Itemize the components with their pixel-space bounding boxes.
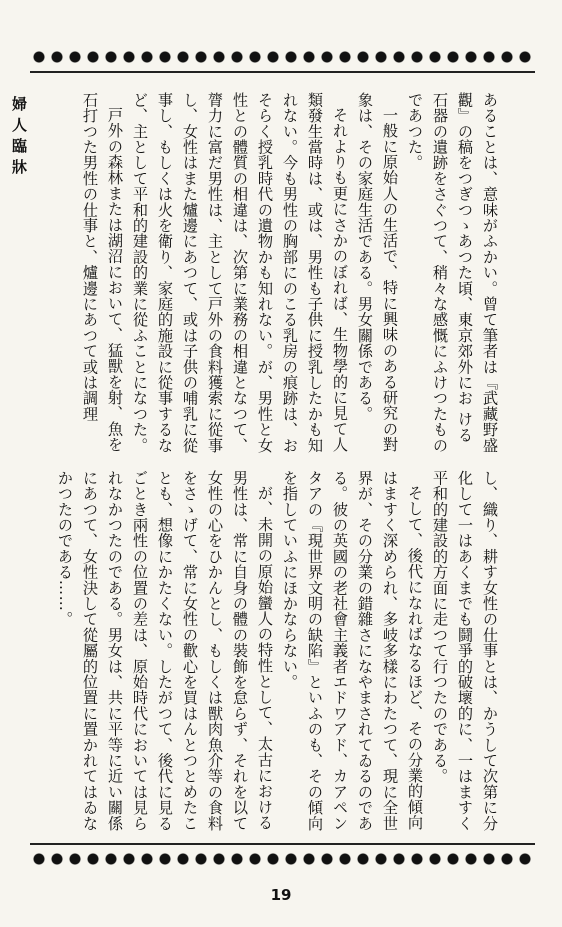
decorative-border-bottom [30, 850, 535, 868]
paragraph: し、織り、耕す女性の仕事とは、かうして次第に分化して一はあくまでも鬪爭的破壞的に、一はますく平和的建設的方面に走つて行つたのである。 [431, 470, 499, 832]
paragraph: それよりも更にさかのぼれば、生物學的に見て人類發生當時は、或は、男性も子供に授乳したかも知れない。今も男性の胸部にのこる乳房の痕跡は、おそらく授乳時代の遺物かも知れない。が、男性と女性との體質の相違は、次第に業務の相違となつて、膂力に富だ男性は、主として戸外の食料獲索に從事し、女性はまた爐邊にあつて、或は子供の哺乳に從事し、もしくは火を衛り、家庭的施設に從事するなど、主として平和的建設的業に從ふことになつた。 [131, 92, 349, 454]
page-number: 19 [270, 886, 292, 904]
paragraph: あることは、意味がふかい。曾て筆者は『武藏野盛觀』の稿をつぎつゝあつた頃、東京郊外にお ける石器の遺跡をさぐつて、稍々な感慨にふけつたものであつた。 [406, 92, 499, 454]
paragraph: 戸外の森林または湖沼において、猛獸を射、魚を石打つた男性の仕事と、爐邊にあつて或は調理 [81, 92, 124, 453]
text-block-upper [81, 92, 502, 454]
rule-top [30, 71, 535, 73]
decorative-border-top [30, 48, 535, 66]
text-block-lower [56, 470, 502, 838]
paragraph: そして、後代になればなるほど、その分業的傾向はますく深められ、多岐多樣にわたつて、現に全世界が、その分業の錯雜さになやまされてゐるのである。彼の英國の老社會主義者エドワアド、カアペンタアの『現世界文明の缺陷』といふのも、その傾向を指していふにほかならない。 [281, 470, 424, 832]
paragraph: 一般に原始人の生活で、特に興味のある研究の對象は、その家庭生活である。男女關係である。 [356, 92, 399, 453]
rule-bottom [30, 843, 535, 845]
running-head: 婦人臨牀 [10, 96, 28, 180]
paragraph: が、未開の原始蠻人の特性として、太古における男性は、常に自身の體の裝飾を怠らず、それを以て女性の心をひかんとし、もしくは獸肉魚介等の食料をさゝげて、常に女性の歡心を買はんとつとめたことも、想像にかたくない。したがつて、後代に見るごとき兩性の位置の差は、原始時代においては見られなかつたのである。男女は、共に平等に近い關係にあつて、女性決して從屬的位置に置かれてはゐなかつたのである……。 [56, 470, 274, 832]
